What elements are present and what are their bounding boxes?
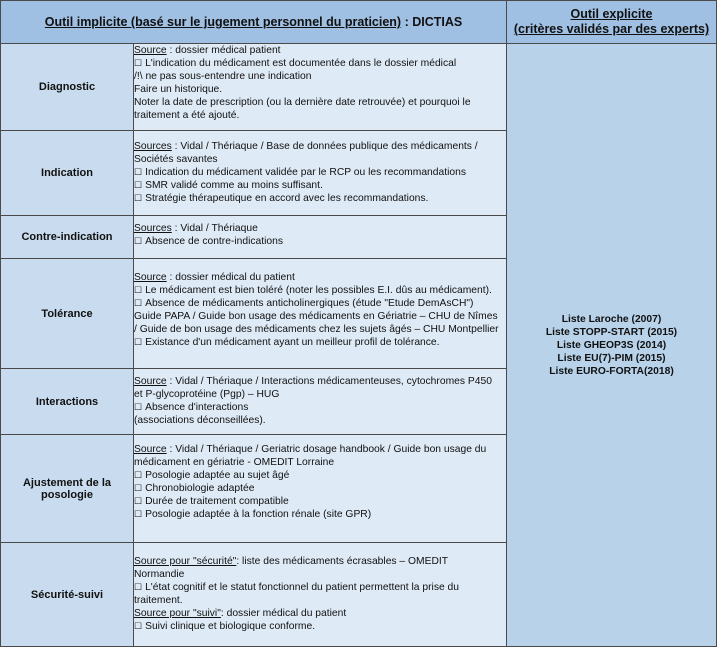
criterion-text: L'indication du médicament est documentée dans le dossier médical	[145, 58, 457, 69]
criterion-text: Stratégie thérapeutique en accord avec les recommandations.	[145, 193, 429, 204]
implicit-title: Outil implicite (basé sur le jugement personnel du praticien)	[44, 15, 402, 29]
checkbox-icon: ☐	[134, 285, 143, 295]
checkbox-icon: ☐	[134, 582, 143, 592]
criterion-text: (associations déconseillées).	[134, 415, 266, 426]
source-label: Sources	[134, 141, 172, 152]
criterion-text: Chronobiologie adaptée	[145, 483, 255, 494]
category-indication: Indication	[1, 131, 134, 216]
explicit-title-line1: Outil explicite	[570, 7, 653, 21]
content-contre-indication	[134, 216, 507, 259]
source-label: Sources	[134, 223, 172, 234]
source-text: : dossier médical patient	[166, 45, 281, 56]
source-label: Source	[134, 376, 167, 387]
criterion-text: / Guide de bon usage des médicaments chez les sujets âgés – CHU Montpellier	[134, 324, 499, 335]
source-text: : dossier médical du patient	[166, 272, 295, 283]
source-text: : Vidal / Thériaque / Geriatric dosage handbook / Guide bon usage du	[166, 444, 487, 455]
category-diagnostic: Diagnostic	[1, 44, 134, 131]
content-indication	[134, 131, 507, 216]
category-contre-indication: Contre-indication	[1, 216, 134, 259]
content-diagnostic	[134, 44, 507, 131]
checkbox-icon: ☐	[134, 180, 143, 190]
source-label: Source pour "sécurité"	[134, 556, 237, 567]
checkbox-icon: ☐	[134, 337, 143, 347]
criterion-text: Guide PAPA / Guide bon usage des médicaments en Gériatrie – CHU de Nîmes	[134, 311, 498, 322]
content-securite-suivi	[134, 543, 507, 647]
criterion-text: traitement.	[134, 595, 183, 606]
category-label-line1: Ajustement de la	[22, 476, 112, 489]
source-label: Source pour "suivi"	[134, 608, 221, 619]
source-label: Source	[134, 444, 167, 455]
criterion-text: SMR validé comme au moins suffisant.	[145, 180, 323, 191]
source-text: : dossier médical du patient	[220, 608, 347, 619]
checkbox-icon: ☐	[134, 402, 143, 412]
source-label: Source	[134, 272, 167, 283]
checkbox-icon: ☐	[134, 167, 143, 177]
category-interactions: Interactions	[1, 369, 134, 435]
source-text: médicament en gériatrie - OMEDIT Lorraine	[134, 457, 335, 468]
source-label: Source	[134, 45, 167, 56]
category-securite-suivi: Sécurité-suivi	[1, 543, 134, 647]
source-text: et P-glycoprotéine (Pgp) – HUG	[134, 389, 280, 400]
criterion-text: L'état cognitif et le statut fonctionnel du patient permettent la prise du	[145, 582, 460, 593]
implicit-title-suffix: : DICTIAS	[401, 15, 463, 29]
checkbox-icon: ☐	[134, 58, 143, 68]
criterion-text: Posologie adaptée au sujet âgé	[145, 470, 290, 481]
criterion-text: Indication du médicament validée par le RCP ou les recommandations	[145, 167, 466, 178]
criterion-text: Suivi clinique et biologique conforme.	[145, 621, 316, 632]
source-text: : Vidal / Thériaque	[171, 223, 258, 234]
implicit-tool-header	[1, 1, 507, 44]
criterion-text: Absence de contre-indications	[145, 236, 284, 247]
criterion-text: Durée de traitement compatible	[145, 496, 289, 507]
criterion-text: /!\ ne pas sous-entendre une indication	[134, 71, 312, 82]
source-text: Normandie	[134, 569, 185, 580]
checkbox-icon: ☐	[134, 236, 143, 246]
explicit-title-line2: (critères validés par des experts)	[513, 22, 710, 36]
category-tolerance: Tolérance	[1, 259, 134, 369]
explicit-tool-header	[507, 1, 717, 44]
checkbox-icon: ☐	[134, 496, 143, 506]
content-tolerance	[134, 259, 507, 369]
criterion-text: Existance d'un médicament ayant un meilleur profil de tolérance.	[145, 337, 440, 348]
explicit-list-item: Liste EU(7)-PIM (2015)	[557, 352, 666, 364]
header-row	[1, 1, 717, 44]
category-label-line2: posologie	[41, 488, 93, 501]
source-text: : Vidal / Thériaque / Base de données publique des médicaments /	[171, 141, 478, 152]
checkbox-icon: ☐	[134, 509, 143, 519]
explicit-list-item: Liste Laroche (2007)	[561, 313, 662, 325]
source-text: Sociétés savantes	[134, 154, 218, 165]
criterion-text: Noter la date de prescription (ou la dernière date retrouvée) et pourquoi le	[134, 97, 471, 108]
explicit-lists-cell	[507, 44, 717, 647]
explicit-list-item: Liste GHEOP3S (2014)	[556, 339, 667, 351]
source-text: : liste des médicaments écrasables – OMEDIT	[236, 556, 449, 567]
row-diagnostic	[1, 44, 717, 131]
explicit-list-item: Liste STOPP-START (2015)	[545, 326, 678, 338]
explicit-list-item: Liste EURO-FORTA(2018)	[549, 365, 674, 377]
checkbox-icon: ☐	[134, 298, 143, 308]
criterion-text: Absence de médicaments anticholinergiques (étude "Etude DemAsCH")	[145, 298, 474, 309]
category-posologie	[1, 435, 134, 543]
checkbox-icon: ☐	[134, 193, 143, 203]
criterion-text: Faire un historique.	[134, 84, 223, 95]
checkbox-icon: ☐	[134, 470, 143, 480]
content-interactions	[134, 369, 507, 435]
checkbox-icon: ☐	[134, 621, 143, 631]
checkbox-icon: ☐	[134, 483, 143, 493]
criterion-text: traitement a été ajouté.	[134, 110, 240, 121]
content-posologie	[134, 435, 507, 543]
source-text: : Vidal / Thériaque / Interactions médicamenteuses, cytochromes P450	[166, 376, 492, 387]
criterion-text: Le médicament est bien toléré (noter les possibles E.I. dûs au médicament).	[145, 285, 492, 296]
criterion-text: Posologie adaptée à la fonction rénale (site GPR)	[145, 509, 372, 520]
criterion-text: Absence d'interactions	[145, 402, 249, 413]
